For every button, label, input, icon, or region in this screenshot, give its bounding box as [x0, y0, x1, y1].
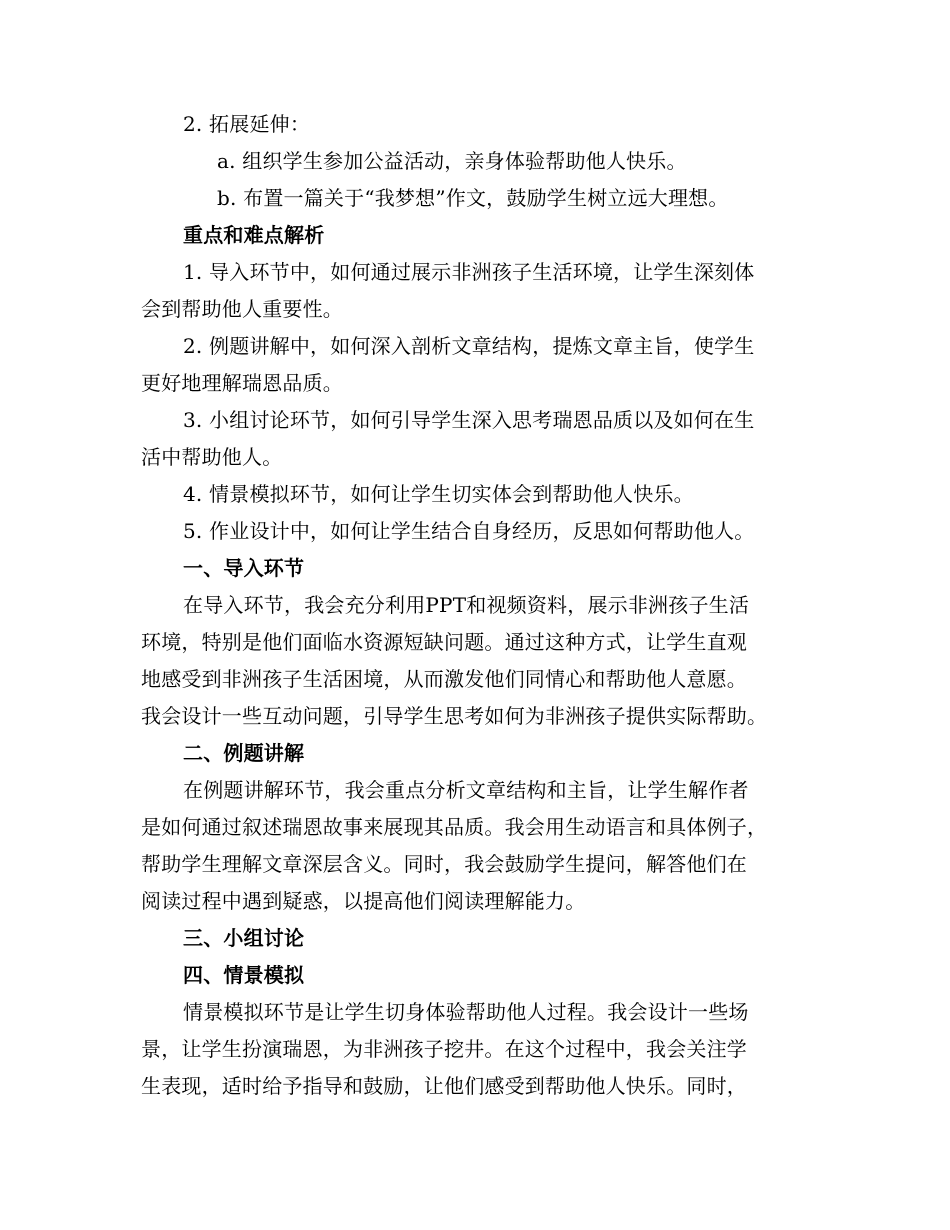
- document-page: [141, 106, 809, 1105]
- paragraph-line: 环境，特别是他们面临水资源短缺问题。通过这种方式，让学生直观: [141, 630, 747, 654]
- list-item: a. 组织学生参加公益活动，亲身体验帮助他人快乐。: [217, 149, 687, 173]
- paragraph: [141, 772, 809, 920]
- paragraph: [141, 476, 809, 513]
- list-item: 2. 拓展延伸：: [183, 112, 311, 136]
- paragraph: [141, 402, 809, 476]
- paragraph-line: 2. 例题讲解中，如何深入剖析文章结构，提炼文章主旨，使学生: [183, 334, 755, 358]
- section-heading: 一、导入环节: [183, 556, 305, 580]
- paragraph: [141, 254, 809, 328]
- list-item: b. 布置一篇关于“我梦想”作文，鼓励学生树立远大理想。: [217, 186, 729, 210]
- section-heading: 四、情景模拟: [183, 963, 305, 987]
- paragraph-line: 在导入环节，我会充分利用PPT和视频资料，展示非洲孩子生活: [183, 593, 750, 617]
- paragraph: [141, 587, 809, 735]
- paragraph-line: 景，让学生扮演瑞恩，为非洲孩子挖井。在这个过程中，我会关注学: [141, 1037, 747, 1061]
- paragraph-line: 我会设计一些互动问题，引导学生思考如何为非洲孩子提供实际帮助。: [141, 704, 768, 728]
- paragraph-line: 1. 导入环节中，如何通过展示非洲孩子生活环境，让学生深刻体: [183, 260, 755, 284]
- paragraph: [141, 513, 809, 550]
- paragraph-line: 4. 情景模拟环节，如何让学生切实体会到帮助他人快乐。: [183, 482, 694, 506]
- section-heading: 三、小组讨论: [183, 926, 305, 950]
- paragraph-line: 帮助学生理解文章深层含义。同时，我会鼓励学生提问，解答他们在: [141, 852, 747, 876]
- paragraph-line: 是如何通过叙述瑞恩故事来展现其品质。我会用生动语言和具体例子，: [141, 815, 768, 839]
- paragraph: [141, 328, 809, 402]
- paragraph-line: 更好地理解瑞恩品质。: [141, 371, 343, 395]
- paragraph-line: 3. 小组讨论环节，如何引导学生深入思考瑞恩品质以及如何在生: [183, 408, 755, 432]
- paragraph-line: 情景模拟环节是让学生切身体验帮助他人过程。我会设计一些场: [183, 1000, 749, 1024]
- paragraph-line: 在例题讲解环节，我会重点分析文章结构和主旨，让学生解作者: [183, 778, 749, 802]
- paragraph-line: 地感受到非洲孩子生活困境，从而激发他们同情心和帮助他人意愿。: [141, 667, 747, 691]
- section-heading: 重点和难点解析: [183, 223, 325, 247]
- paragraph-line: 活中帮助他人。: [141, 445, 283, 469]
- paragraph-line: 会到帮助他人重要性。: [141, 297, 343, 321]
- paragraph-line: 生表现，适时给予指导和鼓励，让他们感受到帮助他人快乐。同时，: [141, 1074, 747, 1098]
- paragraph-line: 5. 作业设计中，如何让学生结合自身经历，反思如何帮助他人。: [183, 519, 755, 543]
- paragraph-line: 阅读过程中遇到疑惑，以提高他们阅读理解能力。: [141, 889, 586, 913]
- section-heading: 二、例题讲解: [183, 741, 305, 765]
- paragraph: [141, 994, 809, 1105]
